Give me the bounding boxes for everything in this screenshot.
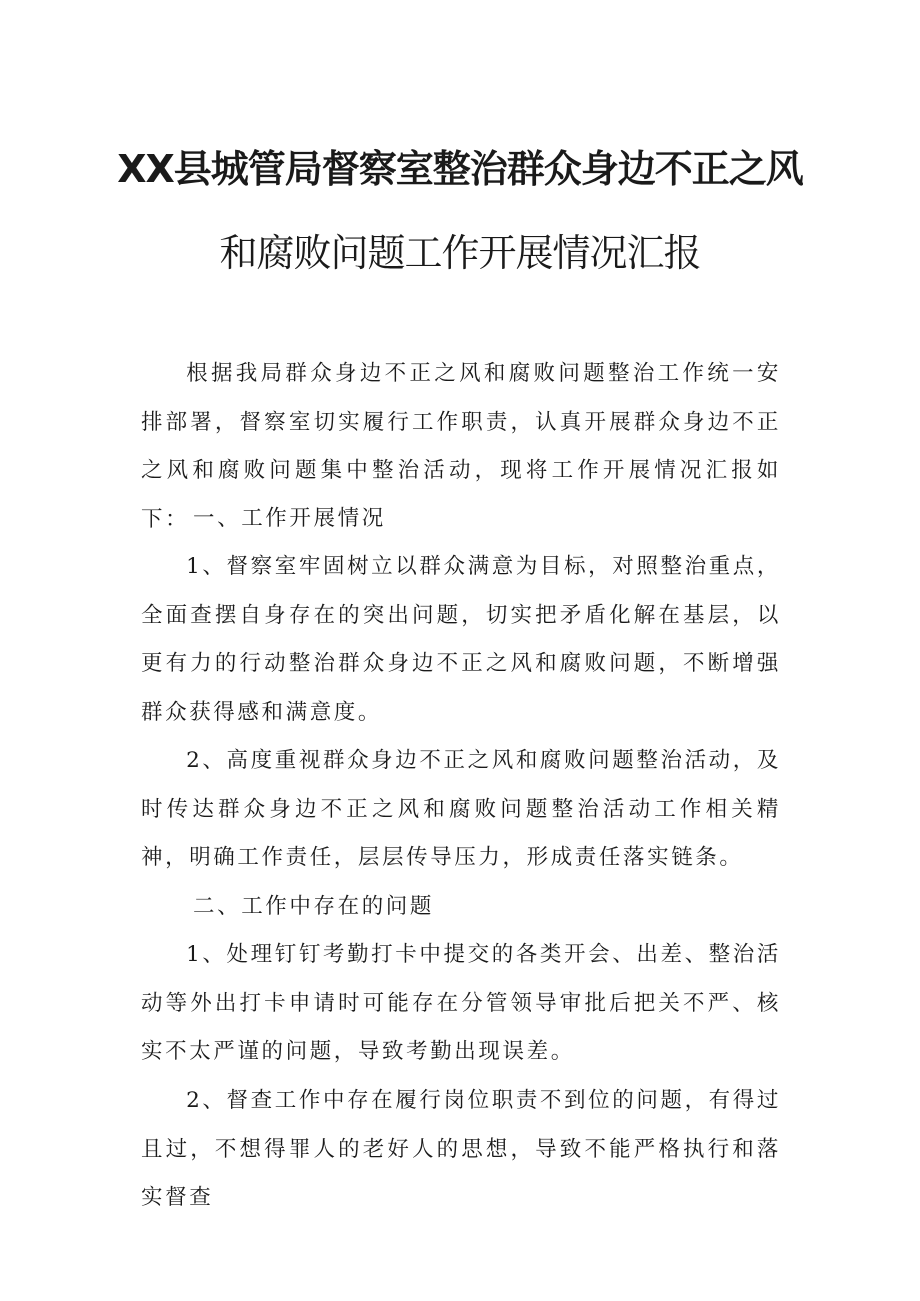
section-1-item-1: 1、督察室牢固树立以群众满意为目标，对照整治重点，全面查摆自身存在的突出问题，切实把矛盾化解在基层，以更有力的行动整治群众身边不正之风和腐败问题，不断增强群众获得感和满意度。 <box>141 554 781 725</box>
section-1-item-2: 2、高度重视群众身边不正之风和腐败问题整治活动，及时传达群众身边不正之风和腐败问题整治活动工作相关精神，明确工作责任，层层传导压力，形成责任落实链条。 <box>141 748 781 870</box>
section-1-heading: 一、工作开展情况 <box>193 506 386 531</box>
section-2-item-2: 2、督查工作中存在履行岗位职责不到位的问题，有得过且过，不想得罪人的老好人的思想，导致不能严格执行和落实督查 <box>141 1088 781 1210</box>
section-2-item-1: 1、处理钉钉考勤打卡中提交的各类开会、出差、整治活动等外出打卡申请时可能存在分管领导审批后把关不严、核实不太严谨的问题，导致考勤出现误差。 <box>141 942 781 1064</box>
section-2-heading: 二、工作中存在的问题 <box>193 894 435 919</box>
document-title-line-2: 和腐败问题工作开展情况汇报 <box>219 231 701 275</box>
intro-paragraph: 根据我局群众身边不正之风和腐败问题整治工作统一安排部署，督察室切实履行工作职责，认真开展群众身边不正之风和腐败问题集中整治活动，现将工作开展情况汇报如下： <box>141 361 781 532</box>
document-title-line-1: XX县城管局督察室整治群众身边不正之风 <box>117 147 803 191</box>
